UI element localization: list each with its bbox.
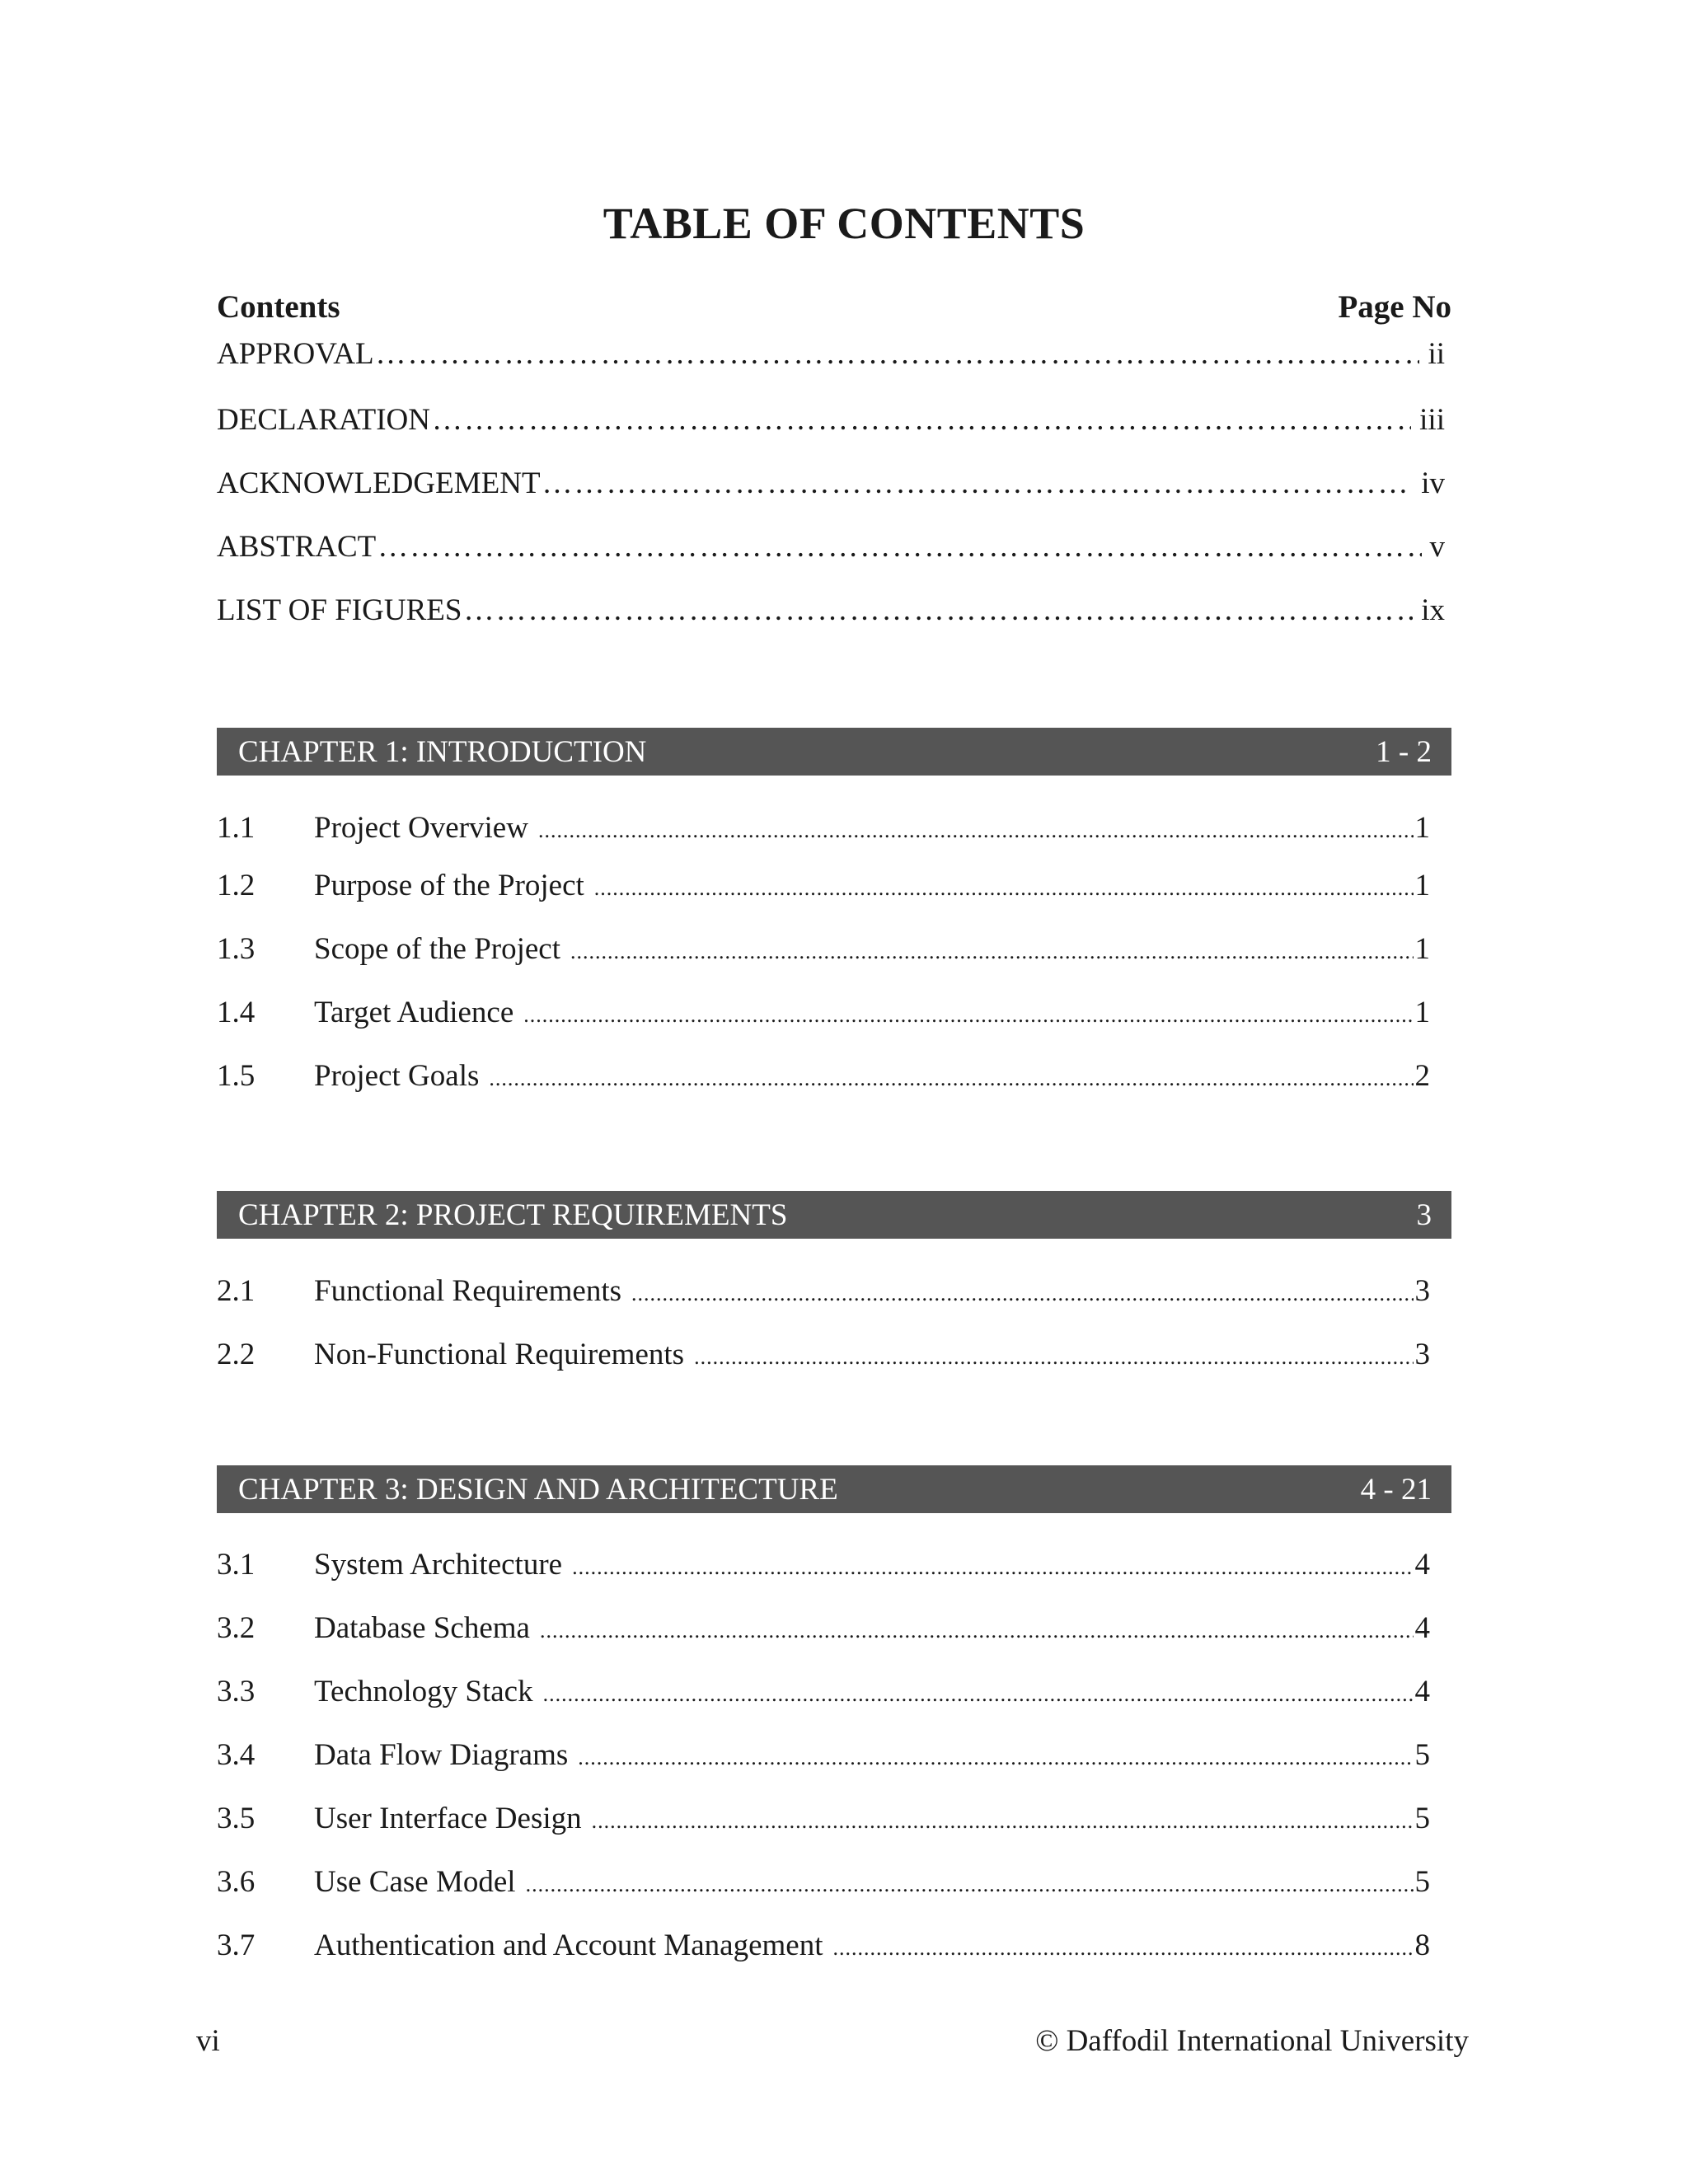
- section-page: 3: [1414, 1338, 1430, 1371]
- dot-leader: [592, 1809, 1414, 1834]
- dot-leader: [489, 1066, 1413, 1091]
- front-matter-label: LIST OF FIGURES: [217, 593, 462, 627]
- page-title: TABLE OF CONTENTS: [603, 199, 1085, 248]
- section-page: 4: [1414, 1611, 1430, 1645]
- section-number: 3.7: [217, 1929, 256, 1962]
- front-matter-label: APPROVAL: [217, 337, 374, 371]
- section-title: Data Flow Diagrams: [314, 1738, 569, 1772]
- chapter-header: [217, 1465, 1451, 1513]
- dot-leader: [538, 818, 1414, 843]
- section-title: Database Schema: [314, 1611, 530, 1645]
- chapter-title: CHAPTER 2: PROJECT REQUIREMENTS: [238, 1197, 788, 1232]
- section-page: 1: [1414, 932, 1430, 966]
- section-title: Scope of the Project: [314, 932, 560, 966]
- section-number: 3.3: [217, 1675, 256, 1708]
- dot-leader: [540, 1619, 1414, 1643]
- section-number: 1.2: [217, 869, 256, 902]
- section-title: User Interface Design: [314, 1802, 582, 1835]
- front-matter-page: iv: [1421, 466, 1445, 500]
- chapter-pages: 4 - 21: [1360, 1472, 1432, 1507]
- dot-leader: [432, 402, 1411, 438]
- dot-leader: [694, 1345, 1413, 1370]
- dot-leader: [578, 1746, 1413, 1770]
- section-title: Non-Functional Requirements: [314, 1338, 685, 1371]
- front-matter-label: ABSTRACT: [217, 530, 377, 564]
- front-matter-row: [217, 593, 1445, 634]
- dot-leader: [523, 1003, 1413, 1028]
- toc-entry: [217, 1928, 1430, 1969]
- section-page: 3: [1414, 1274, 1430, 1308]
- front-matter-row: [217, 529, 1445, 570]
- dot-leader: [542, 466, 1414, 501]
- section-number: 3.4: [217, 1738, 256, 1772]
- front-matter-row: [217, 402, 1445, 443]
- section-page: 5: [1414, 1802, 1430, 1835]
- section-page: 8: [1414, 1929, 1430, 1962]
- footer-copyright: © Daffodil International University: [1035, 2024, 1469, 2058]
- toc-entry: [217, 1610, 1430, 1652]
- section-title: System Architecture: [314, 1548, 563, 1582]
- section-number: 1.3: [217, 932, 256, 966]
- dot-leader: [594, 876, 1414, 901]
- dot-leader: [377, 529, 1421, 565]
- page-no-header: Page No: [1338, 289, 1451, 325]
- front-matter-label: ACKNOWLEDGEMENT: [217, 466, 541, 500]
- section-number: 2.2: [217, 1338, 256, 1371]
- section-number: 3.2: [217, 1611, 256, 1645]
- section-page: 1: [1414, 811, 1430, 845]
- front-matter-page: v: [1429, 530, 1445, 564]
- front-matter-page: iii: [1419, 403, 1445, 437]
- section-number: 2.1: [217, 1274, 256, 1308]
- section-page: 1: [1414, 869, 1430, 902]
- dot-leader: [543, 1682, 1414, 1707]
- toc-entry: [217, 931, 1430, 972]
- section-number: 1.1: [217, 811, 256, 845]
- section-number: 3.6: [217, 1865, 256, 1899]
- toc-entry: [217, 1058, 1430, 1099]
- dot-leader: [631, 1282, 1413, 1306]
- front-matter-row: [217, 336, 1445, 377]
- toc-entry: [217, 1337, 1430, 1378]
- chapter-header: [217, 728, 1451, 776]
- section-number: 1.4: [217, 996, 256, 1029]
- toc-entry: [217, 1674, 1430, 1715]
- section-title: Project Goals: [314, 1059, 480, 1093]
- footer-page-number: vi: [196, 2024, 220, 2058]
- toc-entry: [217, 868, 1430, 909]
- dot-leader: [570, 940, 1414, 964]
- section-page: 4: [1414, 1675, 1430, 1708]
- toc-entry: [217, 1801, 1430, 1842]
- front-matter-label: DECLARATION: [217, 403, 430, 437]
- section-page: 5: [1414, 1738, 1430, 1772]
- chapter-header: [217, 1191, 1451, 1239]
- front-matter-row: [217, 466, 1445, 507]
- section-title: Authentication and Account Management: [314, 1929, 823, 1962]
- section-number: 3.5: [217, 1802, 256, 1835]
- chapter-pages: 1 - 2: [1376, 734, 1432, 769]
- toc-entry: [217, 1864, 1430, 1905]
- section-number: 1.5: [217, 1059, 256, 1093]
- dot-leader: [463, 593, 1413, 628]
- section-title: Target Audience: [314, 996, 514, 1029]
- toc-entry: [217, 1273, 1430, 1315]
- section-title: Project Overview: [314, 811, 528, 845]
- section-title: Purpose of the Project: [314, 869, 584, 902]
- toc-entry: [217, 1737, 1430, 1779]
- toc-entry: [217, 1547, 1430, 1588]
- section-page: 4: [1414, 1548, 1430, 1582]
- dot-leader: [572, 1555, 1413, 1580]
- section-page: 2: [1414, 1059, 1430, 1093]
- dot-leader: [376, 336, 1420, 372]
- contents-header: Contents: [217, 289, 340, 325]
- section-page: 5: [1414, 1865, 1430, 1899]
- dot-leader: [833, 1936, 1414, 1961]
- section-title: Use Case Model: [314, 1865, 516, 1899]
- chapter-pages: 3: [1416, 1197, 1432, 1232]
- toc-entry: [217, 995, 1430, 1036]
- section-title: Technology Stack: [314, 1675, 533, 1708]
- section-page: 1: [1414, 996, 1430, 1029]
- front-matter-page: ii: [1428, 337, 1445, 371]
- toc-entry: [217, 810, 1430, 851]
- front-matter-page: ix: [1421, 593, 1445, 627]
- dot-leader: [526, 1872, 1414, 1897]
- chapter-title: CHAPTER 1: INTRODUCTION: [238, 734, 647, 769]
- section-number: 3.1: [217, 1548, 256, 1582]
- section-title: Functional Requirements: [314, 1274, 622, 1308]
- column-headers: [217, 288, 1451, 326]
- chapter-title: CHAPTER 3: DESIGN AND ARCHITECTURE: [238, 1472, 838, 1507]
